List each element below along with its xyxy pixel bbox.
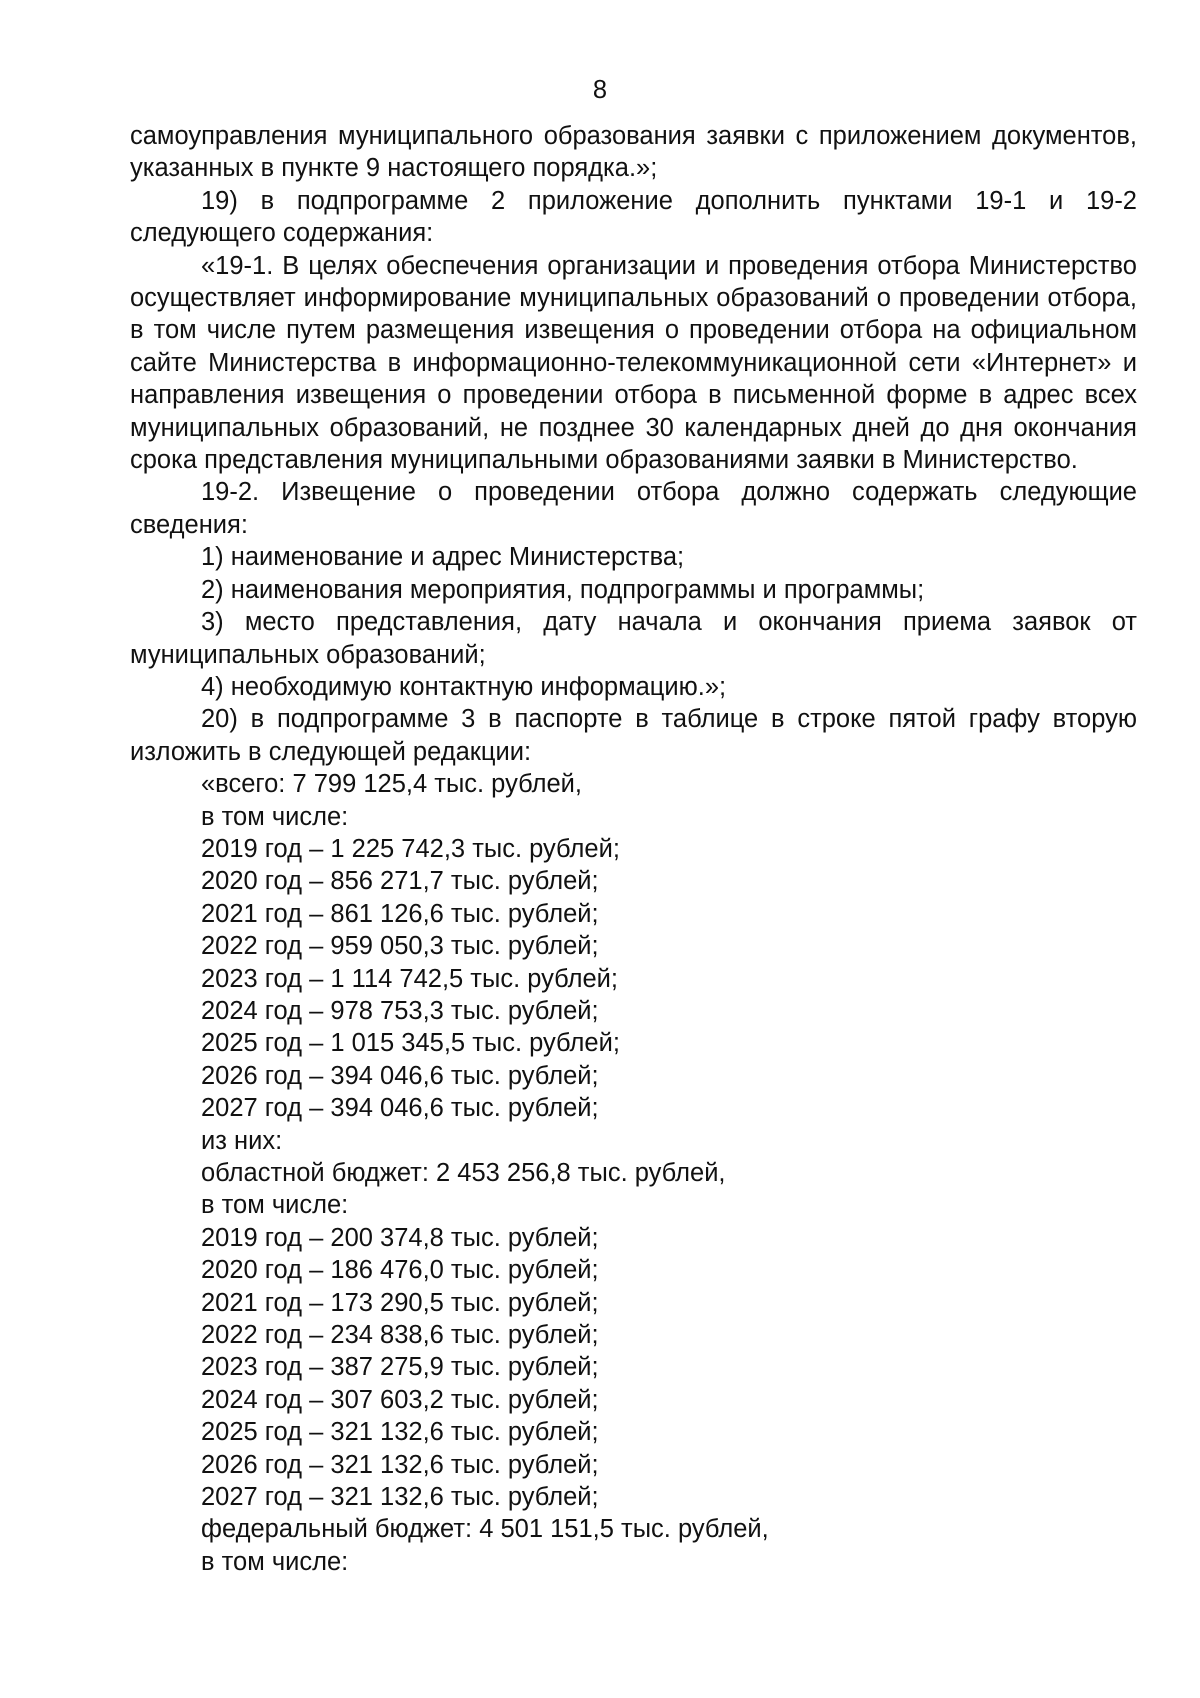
budget-total-year: 2019 год – 1 225 742,3 тыс. рублей; — [201, 834, 620, 863]
budget-of-them-label: из них: — [201, 1126, 283, 1155]
budget-regional-year: 2024 год – 307 603,2 тыс. рублей; — [201, 1385, 599, 1414]
list-item-2: 2) наименования мероприятия, подпрограммы и программы; — [201, 575, 925, 604]
budget-including-label: в том числе: — [201, 802, 349, 831]
budget-regional-year: 2021 год – 173 290,5 тыс. рублей; — [201, 1288, 599, 1317]
page-number: 8 — [592, 76, 608, 104]
budget-total-year: 2023 год – 1 114 742,5 тыс. рублей; — [201, 964, 619, 993]
paragraph-item-19: 19) в подпрограмме 2 приложение дополнить пунктами 19-1 и 19-2 следующего содержания: — [130, 186, 1137, 248]
budget-including-label: в том числе: — [201, 1547, 349, 1576]
budget-total-year: 2020 год – 856 271,7 тыс. рублей; — [201, 867, 599, 896]
paragraph-continuation: самоуправления муниципального образования заявки с приложением документов, указанных в пункте 9 настоящего порядка.»; — [130, 122, 1137, 183]
budget-total-year: 2022 год – 959 050,3 тыс. рублей; — [201, 932, 599, 961]
budget-total-year: 2027 год – 394 046,6 тыс. рублей; — [201, 1094, 599, 1123]
budget-total: «всего: 7 799 125,4 тыс. рублей, — [201, 770, 582, 799]
list-item-3: 3) место представления, дату начала и окончания приема заявок от муниципальных образований; — [130, 608, 1137, 669]
budget-regional-year: 2026 год – 321 132,6 тыс. рублей; — [201, 1450, 599, 1479]
budget-regional-year: 2022 год – 234 838,6 тыс. рублей; — [201, 1321, 599, 1350]
paragraph-19-1: «19-1. В целях обеспечения организации и проведения отбора Министерство осуществляет информирование муниципальных образований о проведении отбора, в том числе путем размещения извещения о проведении отбора на официальном сайте Министерства в информационно-телекоммуникационной сети «Интернет» и направления извещения о проведении отбора в письменной форме в адрес всех муниципальных образований, не позднее 30 календарных дней до дня окончания срока представления муниципальными образованиями заявки в Министерство. — [130, 251, 1137, 475]
list-item-1: 1) наименование и адрес Министерства; — [201, 543, 685, 572]
budget-total-year: 2026 год – 394 046,6 тыс. рублей; — [201, 1061, 599, 1090]
budget-regional-year: 2025 год – 321 132,6 тыс. рублей; — [201, 1418, 599, 1447]
budget-regional-year: 2019 год – 200 374,8 тыс. рублей; — [201, 1223, 599, 1252]
budget-regional-year: 2020 год – 186 476,0 тыс. рублей; — [201, 1256, 599, 1285]
budget-regional-year: 2027 год – 321 132,6 тыс. рублей; — [201, 1483, 599, 1512]
budget-total-year: 2021 год – 861 126,6 тыс. рублей; — [201, 899, 599, 928]
budget-regional-year: 2023 год – 387 275,9 тыс. рублей; — [201, 1353, 599, 1382]
budget-including-label: в том числе: — [201, 1191, 349, 1220]
paragraph-19-2: 19-2. Извещение о проведении отбора должно содержать следующие сведения: — [130, 478, 1137, 539]
budget-total-year: 2024 год – 978 753,3 тыс. рублей; — [201, 996, 599, 1025]
list-item-4: 4) необходимую контактную информацию.»; — [201, 672, 727, 701]
budget-federal: федеральный бюджет: 4 501 151,5 тыс. рублей, — [201, 1515, 769, 1544]
budget-total-year: 2025 год – 1 015 345,5 тыс. рублей; — [201, 1029, 620, 1058]
document-body — [130, 120, 1137, 1578]
budget-regional: областной бюджет: 2 453 256,8 тыс. рублей, — [201, 1159, 726, 1187]
paragraph-item-20: 20) в подпрограмме 3 в паспорте в таблице в строке пятой графу вторую изложить в следующей редакции: — [130, 705, 1137, 766]
